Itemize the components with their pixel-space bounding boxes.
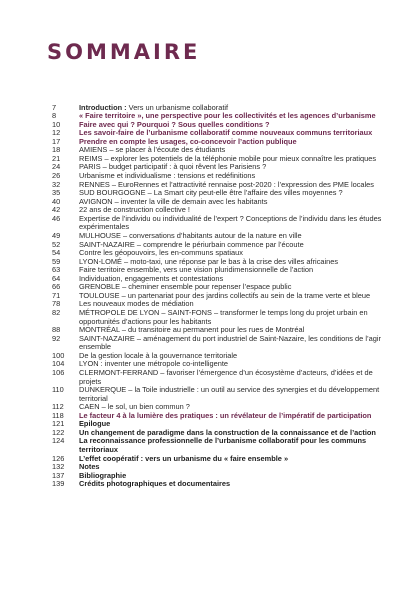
toc-entry-title: Expertise de l’individu ou individualité de l’expert ? Conceptions de l’individu dans les études expérimentales xyxy=(79,213,382,232)
toc-page-number: 104 xyxy=(52,359,65,369)
toc-entry-title: Faire avec qui ? Pourquoi ? Sous quelles conditions ? xyxy=(79,119,270,129)
toc-page-number: 110 xyxy=(52,385,64,395)
toc-page-number: 52 xyxy=(52,239,61,249)
toc-page-number: 42 xyxy=(52,205,61,215)
toc-page-number: 137 xyxy=(52,470,65,480)
toc-page-number: 132 xyxy=(52,462,65,472)
toc-entry-text: Vers un urbanisme collaboratif xyxy=(126,102,229,112)
toc-entry-title: « Faire territoire », une perspective pour les collectivités et les agences d’urbanisme xyxy=(79,111,376,121)
toc-entry-title: Urbanisme et individualisme : tensions et redéfinitions xyxy=(79,171,256,180)
toc-entry-title: CLERMONT-FERRAND – favoriser l’émergence d’un écosystème d’acteurs, d’idées et de projets xyxy=(79,367,373,386)
toc-entry xyxy=(52,386,392,403)
toc-entry-title: REIMS – explorer les potentiels de la téléphonie mobile pour mieux connaître les pratiques xyxy=(79,153,377,163)
toc-entry-title: Le facteur 4 à la lumière des pratiques : un révélateur de l’impératif de participation xyxy=(79,410,372,420)
toc-page-number: 71 xyxy=(52,290,61,300)
toc-entry-title: Les nouveaux modes de médiation xyxy=(79,299,194,309)
toc-entry-title: AVIGNON – inventer la ville de demain avec les habitants xyxy=(79,196,268,206)
toc-page-number: 139 xyxy=(52,479,65,489)
toc-entry-title: De la gestion locale à la gouvernance territoriale xyxy=(79,350,238,360)
toc-entry-title: Bibliographie xyxy=(79,470,127,480)
table-of-contents xyxy=(52,104,392,489)
toc-entry-title: Les savoir-faire de l’urbanisme collaboratif comme nouveaux communs territoriaux xyxy=(79,128,373,138)
toc-page-number: 54 xyxy=(52,248,61,258)
toc-page-number: 92 xyxy=(52,333,61,343)
toc-entry xyxy=(52,309,392,326)
toc-page-number: 17 xyxy=(52,136,61,146)
toc-page-number: 112 xyxy=(52,402,64,412)
toc-page-number: 26 xyxy=(52,171,61,180)
toc-page-number: 126 xyxy=(52,453,65,463)
toc-entry xyxy=(52,437,392,454)
toc-page-number: 32 xyxy=(52,179,61,189)
toc-page-number: 66 xyxy=(52,282,61,292)
toc-entry-title: TOULOUSE – un partenariat pour des jardins collectifs au sein de la trame verte et bleue xyxy=(79,290,371,300)
toc-page-number: 35 xyxy=(52,188,61,198)
toc-entry xyxy=(52,215,392,232)
toc-page-number: 7 xyxy=(52,102,57,112)
toc-entry xyxy=(52,369,392,386)
toc-page-number: 82 xyxy=(52,308,61,317)
toc-entry-title: MULHOUSE – conversations d’habitants autour de la nature en ville xyxy=(79,230,302,240)
toc-entry-title: La reconnaissance professionnelle de l’urbanisme collaboratif pour les communs territoriaux xyxy=(79,436,367,454)
toc-entry-title: L’effet coopératif : vers un urbanisme du « faire ensemble » xyxy=(79,453,289,463)
toc-page-number: 12 xyxy=(52,128,61,138)
toc-page-number: 10 xyxy=(52,119,61,129)
toc-entry-title: SUD BOURGOGNE – La Smart city peut-elle être l’affaire des villes moyennes ? xyxy=(79,188,343,198)
toc-page-number: 88 xyxy=(52,325,61,335)
page-title: SOMMAIRE xyxy=(47,40,201,64)
toc-entry xyxy=(52,335,392,352)
toc-page-number: 59 xyxy=(52,256,61,266)
toc-entry-title: GRENOBLE – cheminer ensemble pour repenser l’espace public xyxy=(79,282,292,292)
toc-page-number: 122 xyxy=(52,427,65,437)
toc-entry-title: Epilogue xyxy=(79,419,111,429)
toc-entry-title: 22 ans de construction collective ! xyxy=(79,205,190,215)
toc-entry-lead: Introduction : xyxy=(79,102,127,112)
toc-entry-title: LYON-LOMÉ – moto-taxi, une réponse par le bas à la crise des villes africaines xyxy=(79,256,339,266)
toc-entry-title: SAINT-NAZAIRE – aménagement du port industriel de Saint-Nazaire, les conditions de l’agir ensemble xyxy=(79,333,381,352)
toc-entry-title: Un changement de paradigme dans la construction de la connaissance et de l’action xyxy=(79,427,376,437)
toc-entry-title: Prendre en compte les usages, co-concevoir l’action publique xyxy=(79,136,297,146)
toc-entry-title: CAEN – le sol, un bien commun ? xyxy=(79,402,190,412)
toc-page-number: 49 xyxy=(52,230,61,240)
toc-page-number: 18 xyxy=(52,145,61,155)
toc-entry-title: LYON : inventer une métropole co-intelligente xyxy=(79,359,228,369)
toc-entry-title: Faire territoire ensemble, vers une vision pluridimensionnelle de l’action xyxy=(79,265,314,275)
toc-entry-title: RENNES – EuroRennes et l’attractivité rennaise post-2020 : l’expression des PME locales xyxy=(79,179,374,189)
toc-page-number: 121 xyxy=(52,419,65,429)
toc-page-number: 46 xyxy=(52,213,61,223)
toc-entry-title: Contre les géopouvoirs, les en-communs spatiaux xyxy=(79,248,243,258)
toc-page-number: 118 xyxy=(52,410,64,420)
toc-entry-title: MÉTROPOLE DE LYON – SAINT-FONS – transformer le temps long du projet urbain en opportunités d’actions pour les habitants xyxy=(79,308,368,326)
toc-page-number: 40 xyxy=(52,196,61,206)
toc-entry xyxy=(52,455,392,464)
toc-page-number: 21 xyxy=(52,153,61,163)
toc-page-number: 106 xyxy=(52,367,65,377)
toc-entry-title: AMIENS – se placer à l’écoute des étudiants xyxy=(79,145,226,155)
toc-entry-title: Crédits photographiques et documentaires xyxy=(79,479,231,489)
toc-entry-title: SAINT-NAZAIRE – comprendre le périurbain commence par l’écoute xyxy=(79,239,304,249)
toc-page-number: 8 xyxy=(52,111,57,121)
toc-page-number: 100 xyxy=(52,350,65,360)
toc-entry-title: Notes xyxy=(79,462,100,472)
toc-entry-title: PARIS – budget participatif : à quoi rêvent les Parisiens ? xyxy=(79,162,267,172)
toc-page-number: 124 xyxy=(52,436,65,446)
toc-entry xyxy=(52,480,392,489)
toc-entry-title: Individuation, engagements et contestations xyxy=(79,273,224,283)
toc-page-number: 78 xyxy=(52,299,61,309)
toc-entry-title: MONTRÉAL – du transitoire au permanent pour les rues de Montréal xyxy=(79,325,305,335)
toc-page-number: 64 xyxy=(52,273,61,283)
toc-page-number: 63 xyxy=(52,265,61,275)
toc-entry-title: DUNKERQUE – la Toile industrielle : un outil au service des synergies et du développement territorial xyxy=(79,385,380,403)
toc-page-number: 24 xyxy=(52,162,61,172)
